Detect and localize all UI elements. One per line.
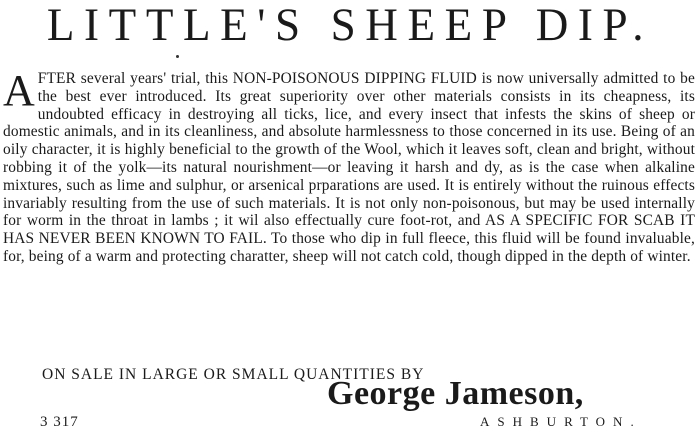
- sale-line: ON SALE IN LARGE OR SMALL QUANTITIES BY: [42, 366, 425, 383]
- drop-cap: A: [3, 66, 35, 115]
- headline: LITTLE'S SHEEP DIP.: [46, 0, 654, 51]
- body-paragraph: [3, 66, 695, 266]
- print-speck: [176, 55, 179, 58]
- reference-number: 3 317: [40, 414, 79, 430]
- town-name: ASHBURTON.: [480, 414, 642, 429]
- seller-name: George Jameson,: [327, 375, 584, 412]
- body-text: FTER several years' trial, this NON-POISONOUS DIPPING FLUID is now universally admitted to be the best ever introduced. Its great superiority over other materials consists in its cheapness, its undoubted efficacy in destroying all ticks, lice, and every insect that infests the skins of sheep or domestic animals, and in its cleanliness, and absolute harmlessness to those concerned in its use. Being of an oily character, it is highly beneficial to the growth of the Wool, which it leaves soft, clean and bright, without robbing it of the yolk—its natural nourishment—or leaving it harsh and dy, as is the case when alkaline mixtures, such as lime and sulphur, or arsenical prparations are used. It is entirely without the ruinous effects invariably resulting from the use of such materials. It is not only non-poisonous, but may be used internally for worm in the throat in lambs ; it wil also effectually cure foot-rot, and AS A SPECIFIC FOR SCAB IT HAS NEVER BEEN KNOWN TO FAIL. To those who dip in full fleece, this fluid will be found invaluable, for, being of a warm and protecting charatter, sheep will not catch cold, though dipped in the depth of winter.: [3, 70, 695, 265]
